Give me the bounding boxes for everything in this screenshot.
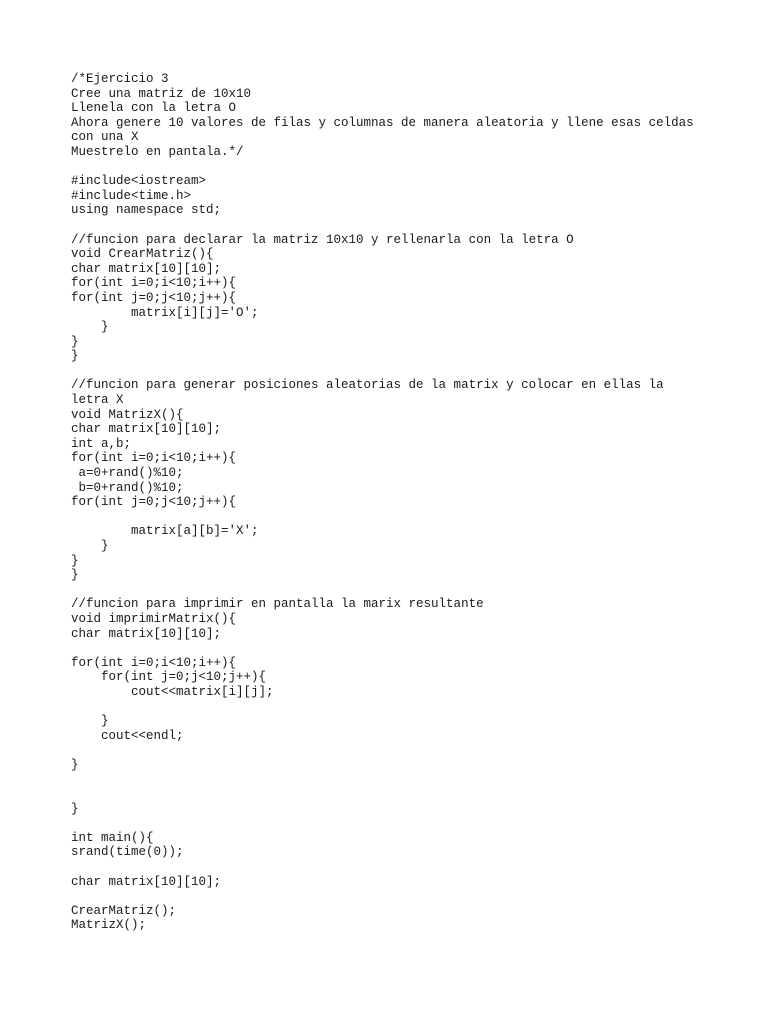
code-line: } bbox=[71, 714, 109, 729]
code-line bbox=[71, 860, 751, 875]
code-line bbox=[71, 160, 751, 175]
code-line: matrix[a][b]='X'; bbox=[71, 524, 259, 539]
code-line: char matrix[10][10]; bbox=[71, 874, 222, 889]
code-line: #include<iostream> bbox=[71, 174, 207, 189]
code-line: //funcion para generar posiciones aleatorias de la matrix y colocar en ellas la bbox=[71, 378, 664, 393]
code-line: srand(time(0)); bbox=[71, 845, 184, 860]
code-line bbox=[71, 889, 751, 904]
code-line: #include<time.h> bbox=[71, 188, 192, 203]
code-line: Muestrelo en pantala.*/ bbox=[71, 144, 244, 159]
code-line: void CrearMatriz(){ bbox=[71, 247, 214, 262]
code-line: } bbox=[71, 553, 79, 568]
code-line: //funcion para declarar la matriz 10x10 y rellenarla con la letra O bbox=[71, 232, 574, 247]
code-line: } bbox=[71, 568, 79, 583]
code-line: CrearMatriz(); bbox=[71, 903, 177, 918]
code-line bbox=[71, 583, 751, 598]
code-line: for(int i=0;i<10;i++){ bbox=[71, 451, 237, 466]
code-line: a=0+rand()%10; bbox=[71, 466, 184, 481]
code-line bbox=[71, 364, 751, 379]
code-listing bbox=[71, 72, 751, 933]
code-line: for(int j=0;j<10;j++){ bbox=[71, 290, 237, 305]
code-line: for(int i=0;i<10;i++){ bbox=[71, 276, 237, 291]
code-line: } bbox=[71, 539, 109, 553]
code-line bbox=[71, 700, 751, 715]
code-line bbox=[71, 773, 751, 788]
code-line: cout<<endl; bbox=[71, 728, 184, 743]
code-line: letra X bbox=[71, 393, 124, 408]
code-line: cout<<matrix[i][j]; bbox=[71, 684, 274, 699]
code-line: char matrix[10][10]; bbox=[71, 261, 222, 276]
code-line: con una X bbox=[71, 130, 139, 145]
code-line: char matrix[10][10]; bbox=[71, 626, 222, 641]
code-line: int a,b; bbox=[71, 436, 132, 451]
code-line: for(int j=0;j<10;j++){ bbox=[71, 670, 267, 685]
code-line: Llenela con la letra O bbox=[71, 101, 237, 116]
code-line: Cree una matriz de 10x10 bbox=[71, 86, 252, 101]
code-line: } bbox=[71, 320, 109, 335]
code-line: for(int i=0;i<10;i++){ bbox=[71, 655, 237, 670]
code-line: using namespace std; bbox=[71, 203, 222, 218]
code-line bbox=[71, 510, 751, 525]
code-line: for(int j=0;j<10;j++){ bbox=[71, 495, 237, 510]
code-line: void MatrizX(){ bbox=[71, 407, 184, 422]
code-line: int main(){ bbox=[71, 830, 154, 845]
code-line: b=0+rand()%10; bbox=[71, 480, 184, 495]
code-line: Ahora genere 10 valores de filas y columnas de manera aleatoria y llene esas celdas bbox=[71, 115, 694, 130]
code-line: } bbox=[71, 801, 79, 816]
code-line bbox=[71, 816, 751, 831]
code-line: matrix[i][j]='O'; bbox=[71, 305, 259, 320]
code-line: void imprimirMatrix(){ bbox=[71, 611, 237, 626]
code-line: /*Ejercicio 3 bbox=[71, 72, 169, 86]
code-line: } bbox=[71, 757, 79, 772]
code-line: char matrix[10][10]; bbox=[71, 422, 222, 437]
code-line: } bbox=[71, 349, 79, 364]
code-line: MatrizX(); bbox=[71, 918, 147, 933]
document-page bbox=[71, 72, 751, 933]
code-line bbox=[71, 218, 751, 233]
code-line bbox=[71, 641, 751, 656]
code-line bbox=[71, 787, 751, 802]
code-line bbox=[71, 743, 751, 758]
code-line: } bbox=[71, 334, 79, 349]
code-line: //funcion para imprimir en pantalla la marix resultante bbox=[71, 597, 484, 612]
